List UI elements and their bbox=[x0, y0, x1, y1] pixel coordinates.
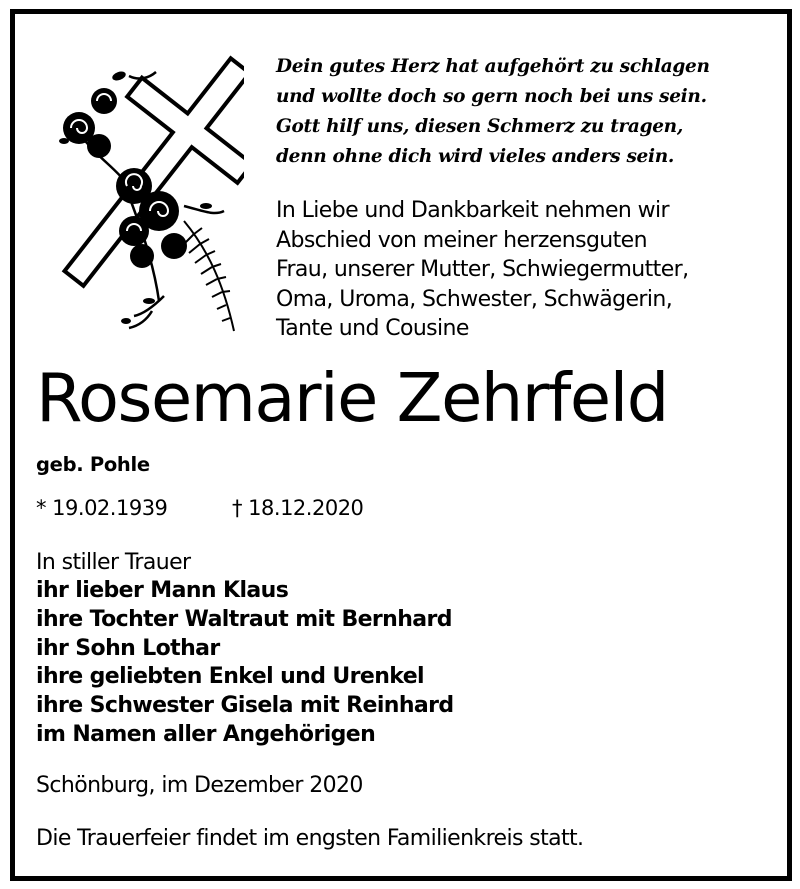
verse-line: Gott hilf uns, diesen Schmerz zu tragen, bbox=[276, 116, 683, 137]
birth-date: * 19.02.1939 bbox=[36, 496, 168, 520]
mourner-line: im Namen aller Angehörigen bbox=[36, 721, 376, 747]
mourner-line: ihre Schwester Gisela mit Reinhard bbox=[36, 693, 454, 719]
mourners-list bbox=[36, 577, 454, 750]
intro-line: Oma, Uroma, Schwester, Schwägerin, bbox=[276, 286, 673, 312]
funeral-note: Die Trauerfeier findet im engsten Familienkreis statt. bbox=[36, 826, 584, 851]
place-date: Schönburg, im Dezember 2020 bbox=[36, 773, 363, 798]
mourner-line: ihre Tochter Waltraut mit Bernhard bbox=[36, 606, 452, 632]
intro-line: Tante und Cousine bbox=[276, 316, 469, 341]
deceased-name: Rosemarie Zehrfeld bbox=[36, 359, 668, 437]
mourning-intro: In stiller Trauer bbox=[36, 550, 191, 575]
verse-line: Dein gutes Herz hat aufgehört zu schlagen bbox=[276, 56, 710, 77]
intro-line: Abschied von meiner herzensguten bbox=[276, 227, 647, 253]
intro-line: In Liebe und Dankbarkeit nehmen wir bbox=[276, 198, 669, 223]
death-date: † 18.12.2020 bbox=[232, 496, 364, 520]
mourner-line: ihr lieber Mann Klaus bbox=[36, 578, 289, 603]
mourner-line: ihre geliebten Enkel und Urenkel bbox=[36, 664, 424, 690]
verse-line: denn ohne dich wird vieles anders sein. bbox=[276, 146, 675, 167]
intro-line: Frau, unserer Mutter, Schwiegermutter, bbox=[276, 257, 689, 282]
memorial-verse bbox=[276, 52, 710, 172]
cross-with-roses-icon bbox=[34, 46, 244, 336]
mourner-line: ihr Sohn Lothar bbox=[36, 635, 220, 661]
announcement-intro bbox=[276, 196, 688, 344]
maiden-name: geb. Pohle bbox=[36, 453, 150, 476]
verse-line: und wollte doch so gern noch bei uns sein. bbox=[276, 86, 707, 107]
